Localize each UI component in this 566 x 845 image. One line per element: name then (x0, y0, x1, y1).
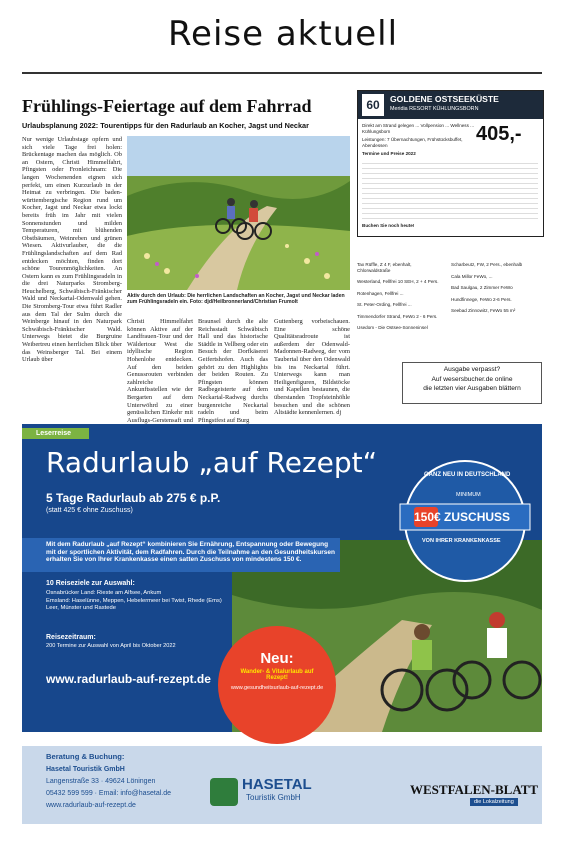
listing: Tax Rüffle, Z 4 F, ebenhalt, Chlorwaldstraße (357, 262, 412, 273)
listing: Bad Saulgau, 2 Zimmer FeWo (451, 285, 513, 290)
promo-offer: 5 Tage Radurlaub ab 275 € p.P. (46, 491, 221, 505)
newspaper-logo: WESTFALEN-BLATT (410, 782, 539, 797)
listing: Hundfinnege, FeWo 2-6 Pers. (451, 296, 512, 302)
listings-col-1 (357, 262, 445, 331)
promo-description: Mit dem Radurlaub „auf Rezept“ kombinieren Sie Ernährung, Entspannung oder Bewegung mit der sportlichen Aktivität, dem Radfahren. Durch die Teilnahme an den Gesundheitskursen erhalten Sie von Ihrer Krankenkasse einen satten Zuschuss von mindestens 150 €. (46, 541, 335, 564)
ad-text-2: Leistungen: 7 Übernachtungen, Frühstücksbuffet, Abendessen (362, 137, 463, 148)
booking-contact[interactable]: 05432 599 599 · Email: info@hasetal.de (46, 790, 172, 797)
ad-title: GOLDENE OSTSEEKÜSTE (390, 94, 499, 104)
archive-notice[interactable] (402, 362, 542, 404)
booking-heading: Beratung & Buchung: (46, 752, 125, 761)
promo-destinations (46, 590, 222, 613)
booking-company: Hasetal Touristik GmbH (46, 766, 125, 773)
price-table (362, 159, 538, 219)
listing: Scharbeutz, FW, 2 Pers., ebenhalb (451, 262, 523, 267)
promo-title: Radurlaub „auf Rezept“ (46, 446, 378, 479)
newspaper-tagline: die Lokalzeitung (470, 798, 518, 806)
promo-period: 200 Termine zur Auswahl von April bis Oktober 2022 (46, 643, 176, 649)
new-badge-url[interactable]: www.gesundheitsurlaub-auf-rezept.de (230, 685, 324, 691)
listings-col-2 (451, 262, 542, 314)
article-column-1: Nur wenige Urlaubstage opfern und sich viele Tage frei holen: Brückentage machen das möglich. Ob an Ostern, Christi Himmelfahrt, Pfingsten oder Fronleichnam: Die langen Wochenenden eignen sich perfekt, um einen Kurzurlaub in der Heimat zu verbringen. Die baden-württembergische Region rund um Kocher, Jagst und Neckar etwa lockt bereits früh im Jahr mit vielen Sonnenstunden und milden Temperaturen, mit blühenden Obstbäumen, Weinreben und grünen Wiesen. Aktivurlauber, die die Frühlingslandschaften auf dem Rad entdecken möchten, finden dort schöne Tourenmöglichkeiten. An Ostern kann es zum Frühlingsradeln in die drei Naturparks Stromberg-Heuchelberg, Schwäbisch-Fränkischer Wald und Neckartal-Odenwald gehen. Die Stromberg-Tour etwa führt Radler aus dem Tal der Sulm durch die Weinberge hinauf in den Naturpark Schwäbisch-Fränkischer Wald. Unterwegs bietet die Burgruine Weibertreu einen herrlichen Blick über das Weinsberger Tal. Bei einem Urlaub über (22, 136, 122, 364)
article-column-2: Christi Himmelfahrt können Aktive auf der Landfrauen-Tour und der Wäldertour West die idyllische Region Hohenlohe entdecken. Auf den beiden Genussrouten verbinden zahlreiche Ankunftsstellen wie der Bergarten auf dem Unterwöhrd zu einer genüsslichen Einkehr mit Ausflugs-Gerstensaft und (127, 318, 193, 424)
promo-period-heading: Reisezeitraum: (46, 634, 96, 641)
ad-text-3: Termine und Preise 2022 (362, 151, 416, 156)
booking-web[interactable]: www.radurlaub-auf-rezept.de (46, 802, 136, 809)
new-badge-title: Neu: (260, 650, 294, 667)
listing: Usedom - Die Ostsee-Sonneninsel (357, 325, 428, 330)
ad-text-1: Direkt am Strand gelegen ... Vollpension ... Wellness ... Kühlungsborn (362, 123, 475, 134)
divider (22, 72, 542, 74)
ad-subtitle: Meridia RESORT KÜHLUNGSBORN (390, 106, 479, 112)
photo-caption: Aktiv durch den Urlaub: Die herrlichen Landschaften an Kocher, Jagst und Neckar laden zum Frühlingsradeln ein. Foto: djd/Heilbronnerland/Christian Frumolt (127, 293, 345, 306)
ad-header (358, 91, 543, 119)
subsidy-badge (400, 456, 530, 586)
hasetal-logo-text: HASETAL (242, 776, 312, 793)
ad-text-4: Buchen Sie noch heute! (362, 223, 415, 228)
listing: Rotenhagen, Fellfrei ... (357, 290, 404, 296)
badge-bottom-text: VON IHRER KRANKENKASSE (422, 538, 501, 544)
badge-amount: 150€ ZUSCHUSS (414, 510, 511, 524)
new-badge-text: Wander- & Vitalurlaub auf Rezept! (240, 669, 314, 681)
badge-top-text: GANZ NEU IN DEUTSCHLAND (424, 472, 511, 478)
destination-item: Osnabrücker Land: Rieste am Alfsee, Ankum (46, 590, 162, 596)
promo-regular-price: (statt 425 € ohne Zuschuss) (46, 507, 133, 514)
archive-line-3: die letzten vier Ausgaben blättern (423, 385, 521, 392)
article-column-4: Guttenberg vorbeischauen. Eine schöne Qualitätsradroute ist außerdem der Odenwald-Madonnen-Radweg, der vom Taubertal über den Odenwald bis ins Neckartal führt. Unterwegs kann man Heiligenfiguren, Bildstöcke und Kapellen bestaunen, die überstanden Tropfsteinhöhle besuchen und die schönen Altstädte kennenlernen. dj (274, 318, 350, 417)
article-photo (127, 136, 350, 290)
archive-line-2: Auf wesersbucher.de online (431, 376, 513, 383)
hotel-advertisement (357, 90, 544, 237)
promo-url-link[interactable]: www.radurlaub-auf-rezept.de (46, 672, 211, 686)
promo-tag: Leserreise (22, 428, 89, 439)
listing: Timmendorfer Strand, FeWo 2 - 6 Pers. (357, 313, 438, 319)
badge-min-text: MINIMUM (456, 492, 481, 498)
article-headline: Frühlings-Feiertage auf dem Fahrrad (22, 96, 312, 116)
listing: St. Peter-Ording, Fellfrei ... (357, 302, 412, 307)
promo-destinations-heading: 10 Reiseziele zur Auswahl: (46, 580, 135, 587)
article-column-3: Braunsel durch die alte Reichsstadt Schwäbisch Hall und das historische Städtle in Vellberg oder ein Besuch der Dorfkäserei Geifertshofen. Auch das gehört zu den Highlights der beiden Routen. Zu Pfingsten können Radbegeisterte auf dem Neckartal-Radweg durchs burgenreiche Neckartal radeln und beim Pfingstfest auf Burg (198, 318, 268, 424)
destination-item: Emsland: Haselünne, Meppen, Hebelermeer bei Twist, Rhede (Ems) (46, 597, 222, 604)
ad-badge: 60 (362, 94, 384, 116)
section-masthead: Reise aktuell (167, 14, 399, 54)
destination-item: Leer, Münster und Rastede (46, 605, 116, 612)
hasetal-logo-sub: Touristik GmbH (246, 793, 301, 802)
hasetal-logo-icon (210, 778, 238, 806)
listing: Cala Millor FeWo, ... (451, 273, 493, 279)
new-offer-badge (218, 626, 336, 744)
article-subline: Urlaubsplanung 2022: Tourentipps für den Radurlaub an Kocher, Jagst und Neckar (22, 121, 309, 130)
ad-price: 405,- (476, 123, 522, 145)
archive-line-1: Ausgabe verpasst? (443, 366, 501, 373)
listing: Westerland, Fellfrei 10 SEH, 2 + 4 Pers. (357, 279, 439, 284)
listing: Seebad Zinnowitz, FeWo 55 m² (451, 308, 516, 313)
booking-street: Langenstraße 33 · 49624 Löningen (46, 778, 156, 785)
